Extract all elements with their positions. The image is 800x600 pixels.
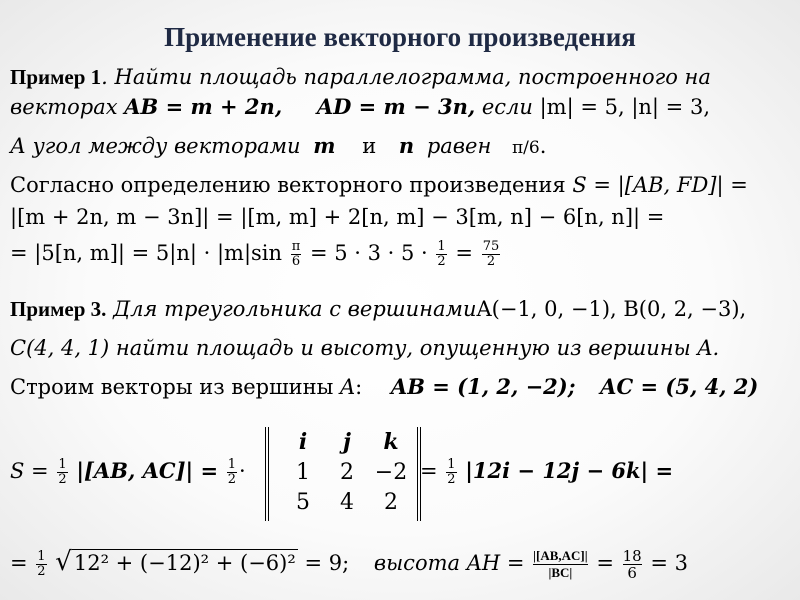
vector-n: n: [398, 133, 415, 158]
half-2: $\frac{1}{2}$: [227, 457, 237, 487]
vertex-a: A: [339, 375, 356, 399]
height-fraction: $\frac{|[AB,AC]|}{|BC|}$: [533, 548, 588, 580]
sqrt-icon: √: [55, 547, 72, 577]
example1-task: . Найти площадь параллелограмма, построенного на: [101, 65, 711, 89]
cross-result: |12i − 12j − 6k| =: [465, 458, 674, 483]
det-cell: j: [343, 429, 351, 455]
example3-line1: [10, 296, 746, 322]
multiply-dot: ·: [239, 459, 246, 483]
colon: :: [355, 375, 363, 399]
det-cell: 2: [384, 489, 398, 515]
det-cell: k: [383, 429, 399, 455]
solution1-line1: [10, 172, 748, 198]
half-3: $\frac{1}{2}$: [447, 457, 456, 487]
vectors-label: векторах: [10, 95, 125, 119]
vector-m: m: [313, 133, 336, 158]
product: = 5 · 3 · 5 ·: [309, 241, 428, 265]
magnitudes: |m| = 5, |n| = 3,: [539, 95, 710, 119]
equals-sign: =: [596, 551, 614, 575]
build-vectors-text: Строим векторы из вершины: [10, 375, 340, 399]
sqrt-content: 12² + (−12)² + (−6)²: [73, 551, 296, 575]
height-result: = 3: [650, 551, 689, 575]
vertices-ab: A(−1, 0, −1), B(0, 2, −3),: [476, 297, 747, 321]
vector-ac-value: AC = (5, 4, 2): [600, 374, 759, 399]
example1-line1: [10, 64, 711, 90]
angle-value: π/6: [511, 138, 540, 158]
period: .: [539, 134, 547, 158]
equals-sign: =: [420, 459, 438, 483]
s-label: S =: [10, 459, 49, 483]
area-formula: S = |[AB, FD]| =: [572, 173, 748, 197]
value-fraction: $\frac{18}{6}$: [622, 547, 642, 582]
slide-title: Применение векторного произведения: [164, 22, 636, 52]
det-cell: 1: [296, 459, 310, 485]
vector-ad-def: AD = m − 3n,: [316, 94, 476, 119]
solution3-line2: [10, 548, 688, 581]
equals-sign: =: [455, 241, 473, 265]
example1-line3: [10, 133, 546, 161]
det-cell: 5: [296, 489, 310, 515]
half-1: $\frac{1}{2}$: [58, 457, 67, 487]
det-cell: 4: [340, 489, 354, 515]
example1-label: Пример 1: [10, 65, 102, 89]
det-cell: −2: [374, 459, 408, 485]
half-4: $\frac{1}{2}$: [37, 549, 46, 579]
angle-text: А угол между векторами: [10, 134, 308, 158]
solution3-line1: [10, 458, 246, 487]
equals-sign: =: [10, 551, 28, 575]
example3-task: Для треугольника с вершинами: [106, 297, 477, 321]
result-fraction: $\frac{75}{2}$: [482, 239, 500, 269]
expansion: |[m + 2n, m − 3n]| = |[m, m] + 2[n, m] − 3[m, n] − 6[n, n]| =: [10, 205, 665, 229]
simplification: = |5[n, m]| = 5|n| · |m|sin: [10, 241, 283, 265]
area-result: = 9;: [304, 551, 350, 575]
and-word: и: [362, 134, 377, 158]
definition-text: Согласно определению векторного произведения: [10, 173, 573, 197]
solution1-line3: [10, 240, 502, 269]
vector-ab-def: AB = m + 2n,: [124, 94, 283, 119]
example1-line2: [10, 94, 710, 120]
example3-task-cont: C(4, 4, 1) найти площадь и высоту, опущенную из вершины A.: [10, 336, 720, 360]
det-cell: 2: [340, 459, 354, 485]
solution1-line2: [10, 204, 664, 230]
example3-label: Пример 3.: [10, 297, 107, 321]
vector-ab-value: AB = (1, 2, −2);: [390, 374, 576, 399]
one-half: $\frac{1}{2}$: [437, 239, 446, 269]
determinant: [265, 427, 421, 521]
if-label: если: [475, 95, 540, 119]
solution3-line1-right: [420, 458, 673, 487]
equals-word: равен: [426, 134, 492, 158]
height-label: высота AH =: [373, 551, 525, 575]
example3-line2: [10, 335, 719, 361]
det-cell: i: [298, 429, 308, 455]
cross-product: |[AB, AC]| =: [76, 458, 219, 483]
pi-over-six: $\frac{\pi}{6}$: [291, 239, 301, 269]
example3-line3: [10, 374, 758, 400]
